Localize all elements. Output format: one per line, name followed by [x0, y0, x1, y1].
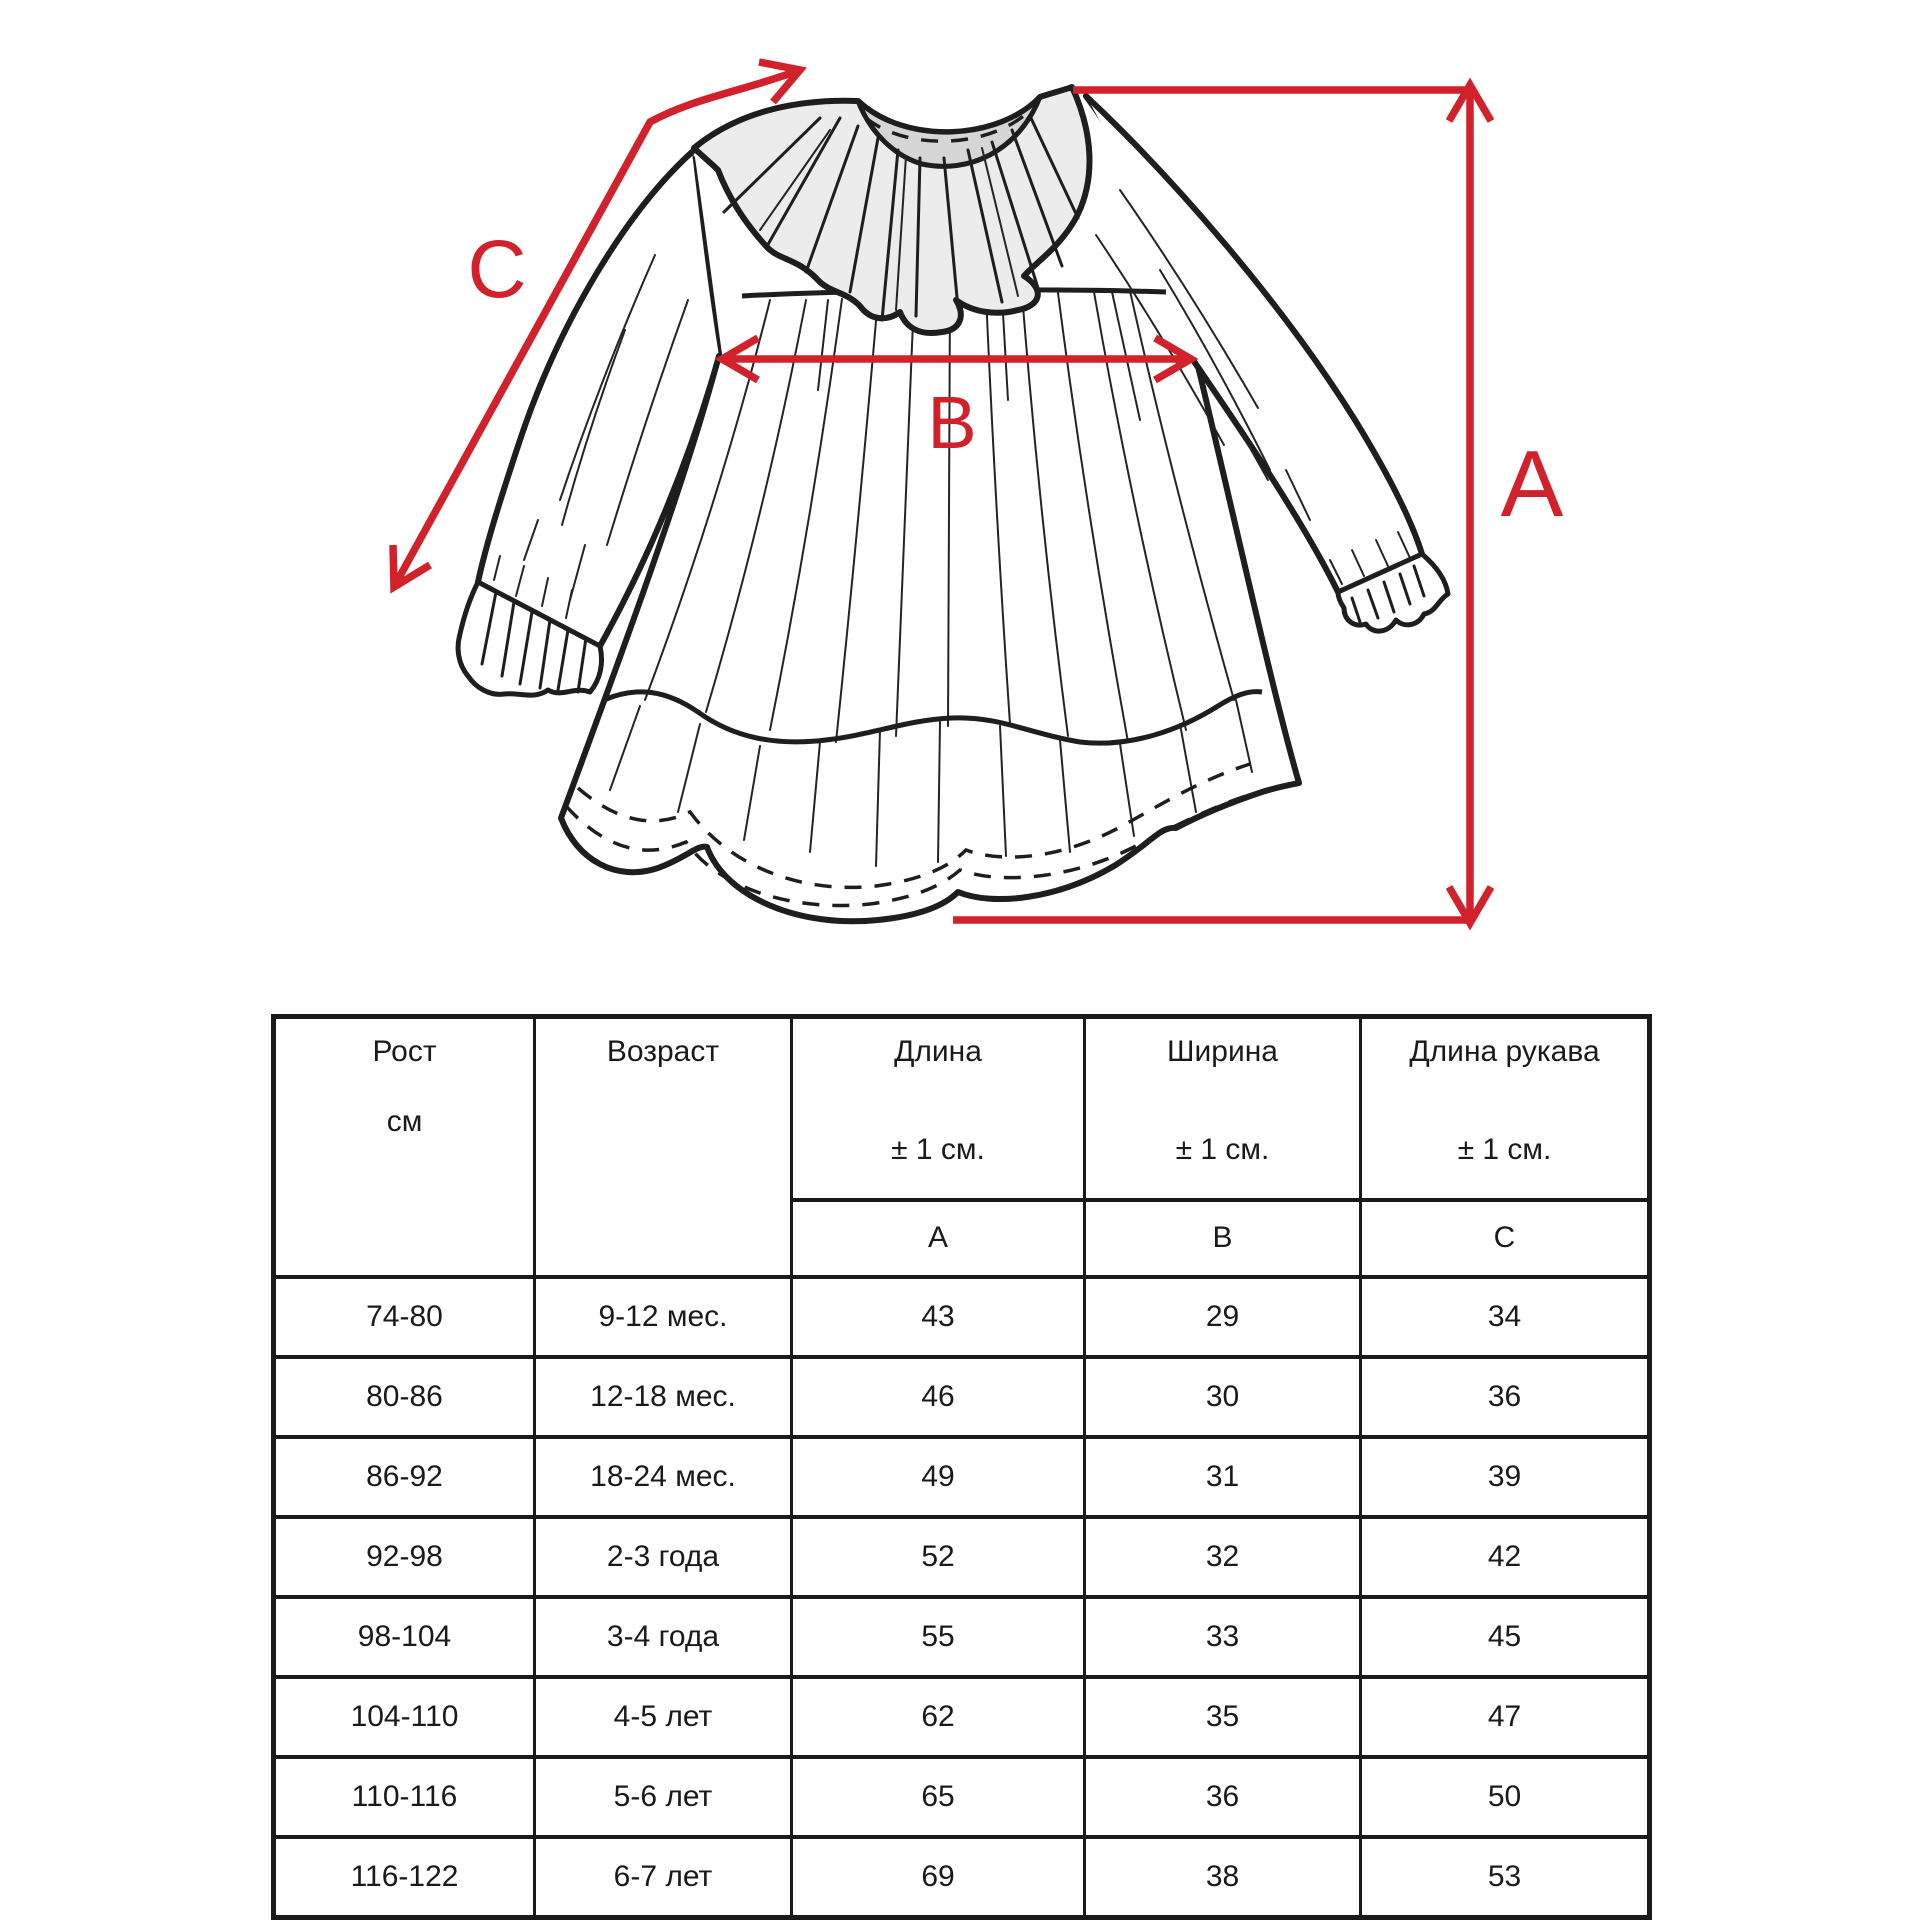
table-row [274, 1597, 1650, 1677]
table-cell: 55 [792, 1597, 1085, 1677]
table-cell: 31 [1085, 1437, 1361, 1517]
header-sleeve-length-tolerance: ± 1 см. [1457, 1133, 1552, 1166]
table-cell: 29 [1085, 1277, 1361, 1357]
table-row [274, 1677, 1650, 1757]
table-cell: 92-98 [274, 1517, 535, 1597]
header-width-tolerance: ± 1 см. [1175, 1133, 1270, 1166]
subheader-b: B [1085, 1200, 1361, 1277]
table-cell: 80-86 [274, 1357, 535, 1437]
table-cell: 43 [792, 1277, 1085, 1357]
table-row [274, 1757, 1650, 1837]
size-table [271, 1014, 1652, 1920]
table-cell: 98-104 [274, 1597, 535, 1677]
table-cell: 53 [1361, 1837, 1650, 1918]
header-age-label: Возраст [606, 1035, 720, 1068]
table-cell: 30 [1085, 1357, 1361, 1437]
table-cell: 46 [792, 1357, 1085, 1437]
header-length-tolerance: ± 1 см. [891, 1133, 985, 1166]
header-age [535, 1017, 792, 1277]
table-cell: 3-4 года [535, 1597, 792, 1677]
table-cell: 34 [1361, 1277, 1650, 1357]
size-table-body [274, 1277, 1650, 1918]
table-cell: 36 [1085, 1757, 1361, 1837]
table-cell: 45 [1361, 1597, 1650, 1677]
header-height [274, 1017, 535, 1277]
dimension-label-a: A [1500, 431, 1564, 536]
table-cell: 42 [1361, 1517, 1650, 1597]
table-cell: 74-80 [274, 1277, 535, 1357]
table-cell: 6-7 лет [535, 1837, 792, 1918]
table-cell: 104-110 [274, 1677, 535, 1757]
table-cell: 47 [1361, 1677, 1650, 1757]
table-cell: 2-3 года [535, 1517, 792, 1597]
table-cell: 110-116 [274, 1757, 535, 1837]
dimension-label-c: C [467, 224, 527, 315]
table-cell: 39 [1361, 1437, 1650, 1517]
table-cell: 35 [1085, 1677, 1361, 1757]
table-cell: 69 [792, 1837, 1085, 1918]
table-row [274, 1517, 1650, 1597]
header-length [792, 1017, 1085, 1200]
table-cell: 86-92 [274, 1437, 535, 1517]
table-cell: 65 [792, 1757, 1085, 1837]
dimension-label-b: B [927, 381, 977, 464]
table-cell: 49 [792, 1437, 1085, 1517]
header-length-label: Длина [894, 1035, 982, 1068]
table-cell: 12-18 мес. [535, 1357, 792, 1437]
table-cell: 18-24 мес. [535, 1437, 792, 1517]
header-sleeve-length-label: Длина рукава [1409, 1035, 1600, 1068]
table-cell: 38 [1085, 1837, 1361, 1918]
size-table-container [271, 1014, 1652, 1920]
subheader-c: C [1361, 1200, 1650, 1277]
header-height-label: Рост [372, 1035, 437, 1068]
table-cell: 5-6 лет [535, 1757, 792, 1837]
header-width-label: Ширина [1167, 1035, 1278, 1068]
table-row [274, 1437, 1650, 1517]
header-width [1085, 1017, 1361, 1200]
table-cell: 50 [1361, 1757, 1650, 1837]
table-cell: 116-122 [274, 1837, 535, 1918]
table-cell: 62 [792, 1677, 1085, 1757]
table-cell: 9-12 мес. [535, 1277, 792, 1357]
table-cell: 52 [792, 1517, 1085, 1597]
table-cell: 32 [1085, 1517, 1361, 1597]
header-sleeve-length [1361, 1017, 1650, 1200]
header-height-unit: см [386, 1105, 423, 1138]
table-cell: 36 [1361, 1357, 1650, 1437]
table-row [274, 1837, 1650, 1918]
subheader-a: A [792, 1200, 1085, 1277]
table-cell: 33 [1085, 1597, 1361, 1677]
table-row [274, 1277, 1650, 1357]
table-cell: 4-5 лет [535, 1677, 792, 1757]
table-row [274, 1357, 1650, 1437]
